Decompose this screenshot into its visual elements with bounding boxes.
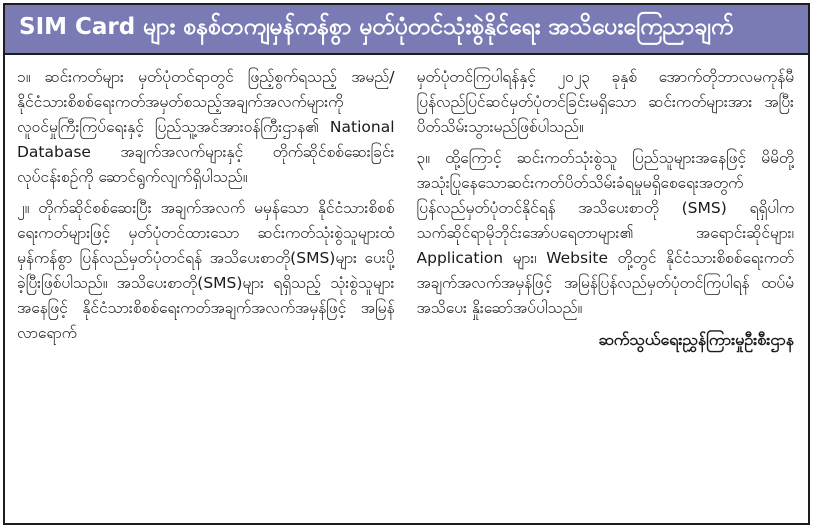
left-column xyxy=(17,65,395,515)
paragraph-3: ၃။ ထို့ကြောင့် ဆင်းကတ်သုံးစွဲသူ ပြည်သူများအနေဖြင့် မိမိတို့အသုံးပြုနေသောဆင်းကတ်ပိတ်သိမ်းခံရမှုမရှိစေရေးအတွက် ပြန်လည်မှတ်ပုံတင်နိုင်ရန် အသိပေးစာတို (SMS) ရရှိပါက သက်ဆိုင်ရာမိုဘိုင်းအော်ပရေတာများ၏ အရောင်းဆိုင်များ၊ Application များ၊ Website တို့တွင် နိုင်ငံသားစိစစ်ရေးကတ် အချက်အလက်အမှန်ဖြင့် အမြန်ပြန်လည်မှတ်ပုံတင်ကြပါရန် ထပ်မံအသိပေး နှိုးဆော်အပ်ပါသည်။ xyxy=(416,149,794,317)
notice-frame xyxy=(3,3,810,525)
paragraph-2-continued: မှတ်ပုံတင်ကြပါရန်နှင့် ၂၀၂၃ ခုနှစ် အောက်တိုဘာလမကုန်မီ ပြန်လည်ပြင်ဆင်မှတ်ပုံတင်ခြင်းမရှိသော ဆင်းကတ်များအား အပြီးပိတ်သိမ်းသွားမည်ဖြစ်ပါသည်။ xyxy=(416,68,794,136)
notice-body xyxy=(17,65,794,515)
issuing-department: ဆက်သွယ်ရေးညွှန်ကြားမှုဦးစီးဌာန xyxy=(598,330,794,349)
paragraph-2: ၂။ တိုက်ဆိုင်စစ်ဆေးပြီး အချက်အလက် မမှန်သော နိုင်ငံသားစိစစ်ရေးကတ်များဖြင့် မှတ်ပုံတင်ထားသော ဆင်းကတ်သုံးစွဲသူများထံ မှန်ကန်စွာ ပြန်လည်မှတ်ပုံတင်ရန် အသိပေးစာတို(SMS)များ ပေးပို့ခဲ့ပြီးဖြစ်ပါသည်။ အသိပေးစာတို(SMS)များ ရရှိသည့် သုံးစွဲသူများအနေဖြင့် နိုင်ငံသားစိစစ်ရေးကတ်အချက်အလက်အမှန်ဖြင့် အမြန်လာရောက် xyxy=(17,199,395,342)
notice-title: SIM Card များ စနစ်တကျမှန်ကန်စွာ မှတ်ပုံတင်သုံးစွဲနိုင်ရေး အသိပေးကြေညာချက် xyxy=(5,5,808,55)
right-column xyxy=(417,65,795,515)
paragraph-1: ၁။ ဆင်းကတ်များ မှတ်ပုံတင်ရာတွင် ဖြည့်စွက်ရသည့် အမည်/နိုင်ငံသားစိစစ်ရေးကတ်အမှတ်စသည့်အချက်အလက်များကို လူဝင်မှုကြီးကြပ်ရေးနှင့် ပြည်သူ့အင်အားဝန်ကြီးဌာန၏ National Database အချက်အလက်များနှင့် တိုက်ဆိုင်စစ်ဆေးခြင်း လုပ်ငန်းစဉ်ကို ဆောင်ရွက်လျက်ရှိပါသည်။ xyxy=(17,68,395,186)
